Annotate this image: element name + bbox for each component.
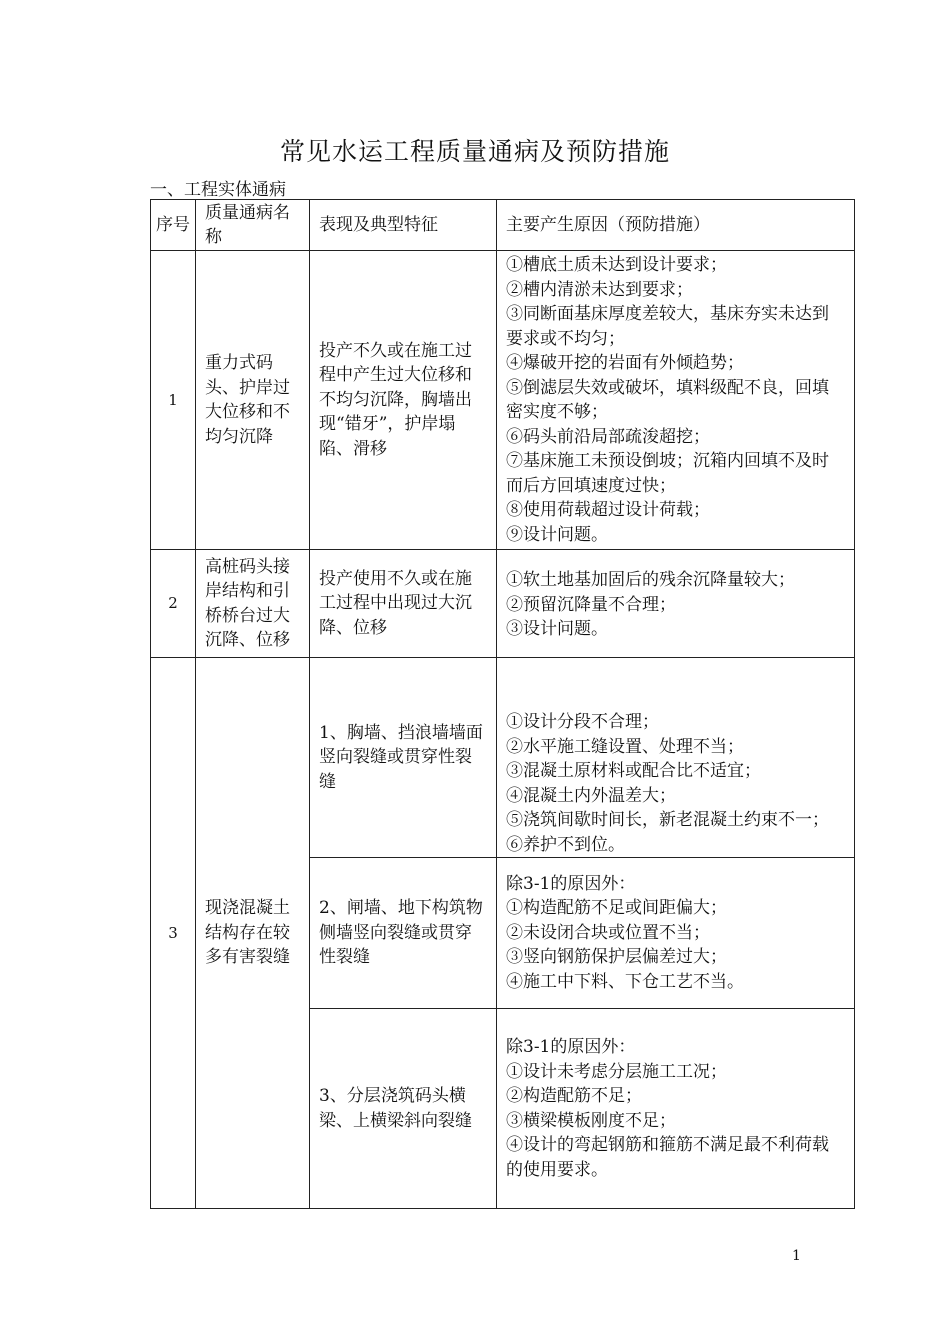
quality-defects-table [150,199,855,1209]
row-causes: ①槽底土质未达到设计要求； ②槽内清淤未达到要求； ③同断面基床厚度差较大，基床夯实未达到要求或不均匀； ④爆破开挖的岩面有外倾趋势； ⑤倒滤层失效或破坏，填料级配不良，回填密实度不够； ⑥码头前沿局部疏浚超挖； ⑦基床施工未预设倒坡；沉箱内回填不及时而后方回填速度过快； ⑧使用荷载超过设计荷载； ⑨设计问题。 [497,251,855,550]
row-causes: 除3-1的原因外： ①设计未考虑分层施工工况； ②构造配筋不足； ③横梁模板刚度不足； ④设计的弯起钢筋和箍筋不满足最不利荷载的使用要求。 [497,1009,855,1209]
row-causes: 除3-1的原因外： ①构造配筋不足或间距偏大； ②未设闭合块或位置不当； ③竖向钢筋保护层偏差过大； ④施工中下料、下仓工艺不当。 [497,858,855,1009]
row-defect-name: 现浇混凝土结构存在较多有害裂缝 [196,658,310,1209]
header-no: 序号 [151,200,196,251]
row-defect-name: 高桩码头接岸结构和引桥桥台过大沉降、位移 [196,550,310,658]
row-causes: ①设计分段不合理； ②水平施工缝设置、处理不当； ③混凝土原材料或配合比不适宜； ④混凝土内外温差大； ⑤浇筑间歇时间长，新老混凝土约束不一； ⑥养护不到位。 [497,658,855,858]
table-row [151,658,855,858]
header-feature: 表现及典型特征 [310,200,497,251]
page-number: 1 [792,1248,801,1264]
header-cause: 主要产生原因（预防措施） [497,200,855,251]
row-feature: 1、胸墙、挡浪墙墙面竖向裂缝或贯穿性裂缝 [310,658,497,858]
row-no: 3 [151,658,196,1209]
page-title: 常见水运工程质量通病及预防措施 [279,137,670,166]
table-header-row [151,200,855,251]
header-name: 质量通病名 称 [196,200,310,251]
row-feature: 3、分层浇筑码头横梁、上横梁斜向裂缝 [310,1009,497,1209]
table-row [151,550,855,658]
row-no: 1 [151,251,196,550]
row-defect-name: 重力式码头、护岸过大位移和不均匀沉降 [196,251,310,550]
row-no: 2 [151,550,196,658]
row-feature: 投产使用不久或在施工过程中出现过大沉降、位移 [310,550,497,658]
section-heading: 一、工程实体通病 [150,180,286,200]
row-feature: 2、闸墙、地下构筑物侧墙竖向裂缝或贯穿性裂缝 [310,858,497,1009]
row-causes: ①软土地基加固后的残余沉降量较大； ②预留沉降量不合理； ③设计问题。 [497,550,855,658]
table-row [151,251,855,550]
row-feature: 投产不久或在施工过程中产生过大位移和不均匀沉降，胸墙出现“错牙”，护岸塌陷、滑移 [310,251,497,550]
